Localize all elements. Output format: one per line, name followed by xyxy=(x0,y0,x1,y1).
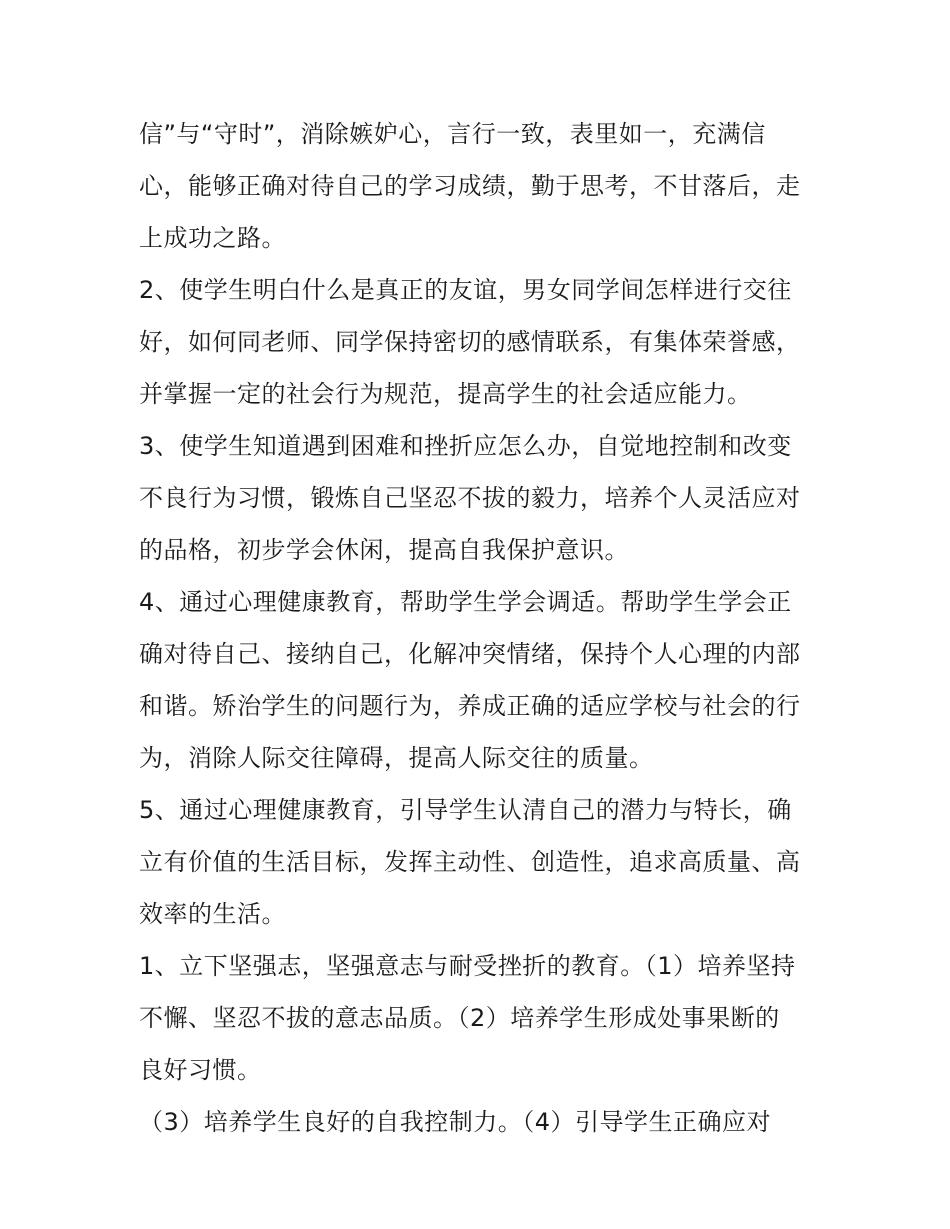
text-line: 3、使学生知道遇到困难和挫折应怎么办，自觉地控制和改变 xyxy=(139,432,792,460)
text-line: 立有价值的生活目标，发挥主动性、创造性，追求高质量、高 xyxy=(139,848,801,876)
text-line: 不懈、坚忍不拔的意志品质。（2）培养学生形成处事果断的 xyxy=(139,1004,780,1032)
text-line: 效率的生活。 xyxy=(139,900,286,928)
text-line: 上成功之路。 xyxy=(139,224,286,252)
document-body xyxy=(139,108,829,1148)
text-line: 4、通过心理健康教育，帮助学生学会调适。帮助学生学会正 xyxy=(139,588,792,616)
text-line: 良好习惯。 xyxy=(139,1056,262,1084)
text-line: 确对待自己、接纳自己，化解冲突情绪，保持个人心理的内部 xyxy=(139,640,801,668)
text-line: 好，如何同老师、同学保持密切的感情联系，有集体荣誉感， xyxy=(139,328,801,356)
text-line: 心，能够正确对待自己的学习成绩，勤于思考，不甘落后，走 xyxy=(139,172,801,200)
text-line: 并掌握一定的社会行为规范，提高学生的社会适应能力。 xyxy=(139,380,752,408)
text-line: （3）培养学生良好的自我控制力。（4）引导学生正确应对 xyxy=(139,1108,772,1136)
text-line: 的品格，初步学会休闲，提高自我保护意识。 xyxy=(139,536,629,564)
text-line: 为，消除人际交往障碍，提高人际交往的质量。 xyxy=(139,744,654,772)
text-line: 和谐。矫治学生的问题行为，养成正确的适应学校与社会的行 xyxy=(139,692,801,720)
text-line: 2、使学生明白什么是真正的友谊，男女同学间怎样进行交往 xyxy=(139,276,792,304)
text-line: 不良行为习惯，锻炼自己坚忍不拔的毅力，培养个人灵活应对 xyxy=(139,484,801,512)
text-line: 信”与“守时”，消除嫉妒心，言行一致，表里如一，充满信 xyxy=(139,120,766,148)
text-line: 5、通过心理健康教育，引导学生认清自己的潜力与特长，确 xyxy=(139,796,792,824)
text-line: 1、立下坚强志，坚强意志与耐受挫折的教育。（1）培养坚持 xyxy=(139,952,796,980)
